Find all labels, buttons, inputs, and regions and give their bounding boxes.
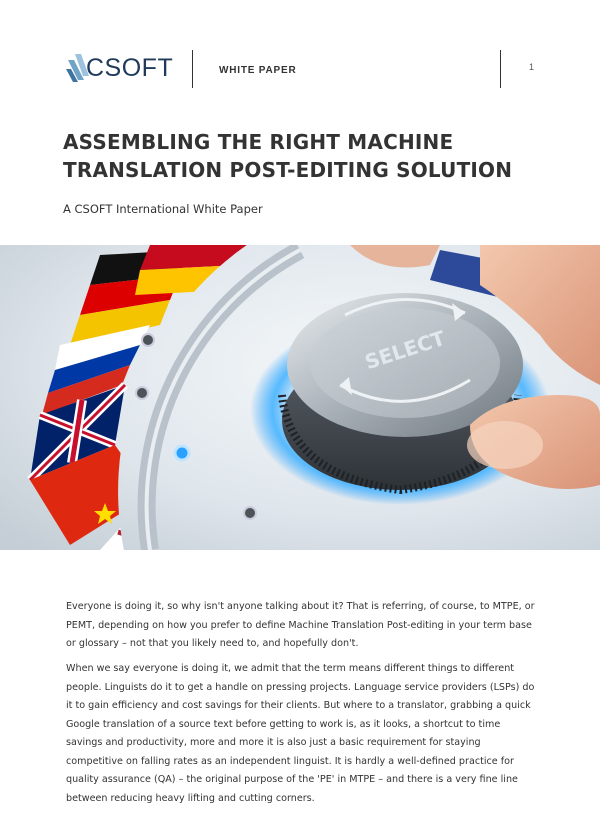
subtitle: A CSOFT International White Paper <box>63 202 263 216</box>
logo-text: CSOFT <box>86 54 174 82</box>
header-divider-right <box>500 50 501 88</box>
knob-label: SELECT <box>361 325 449 375</box>
page-title <box>63 128 533 184</box>
page-header <box>0 0 600 100</box>
hero-illustration <box>0 245 600 550</box>
title-line-2: TRANSLATION POST-EDITING SOLUTION <box>63 158 513 182</box>
header-divider-left <box>192 50 193 88</box>
hero-image <box>0 245 600 550</box>
page-number: 1 <box>529 62 535 72</box>
doc-type-label: WHITE PAPER <box>219 65 297 76</box>
title-line-1: ASSEMBLING THE RIGHT MACHINE <box>63 130 454 154</box>
body-paragraph-1: Everyone is doing it, so why isn't anyone talking about it? That is referring, of course, to MTPE, or PEMT, depending on how you prefer to define Machine Translation Post-editing in your term base or glossary – not that you likely need to, and hopefully don't. <box>66 601 535 649</box>
body-paragraph-2: When we say everyone is doing it, we admit that the term means different things to different people. Linguists do it to get a handle on pressing projects. Language service providers (LSPs) do it to gain efficiency and cost savings for their clients. But where to a translator, grabbing a quick Google translation of a source text before getting to work is, as it looks, a shortcut to time savings and productivity, more and more it is also just a basic requirement for staying competitive on falling rates as an independent linguist. It is hardly a well-defined practice for quality assurance (QA) – the original purpose of the 'PE' in MTPE – and there is a very fine line between reducing heavy lifting and cutting corners. <box>66 663 535 804</box>
